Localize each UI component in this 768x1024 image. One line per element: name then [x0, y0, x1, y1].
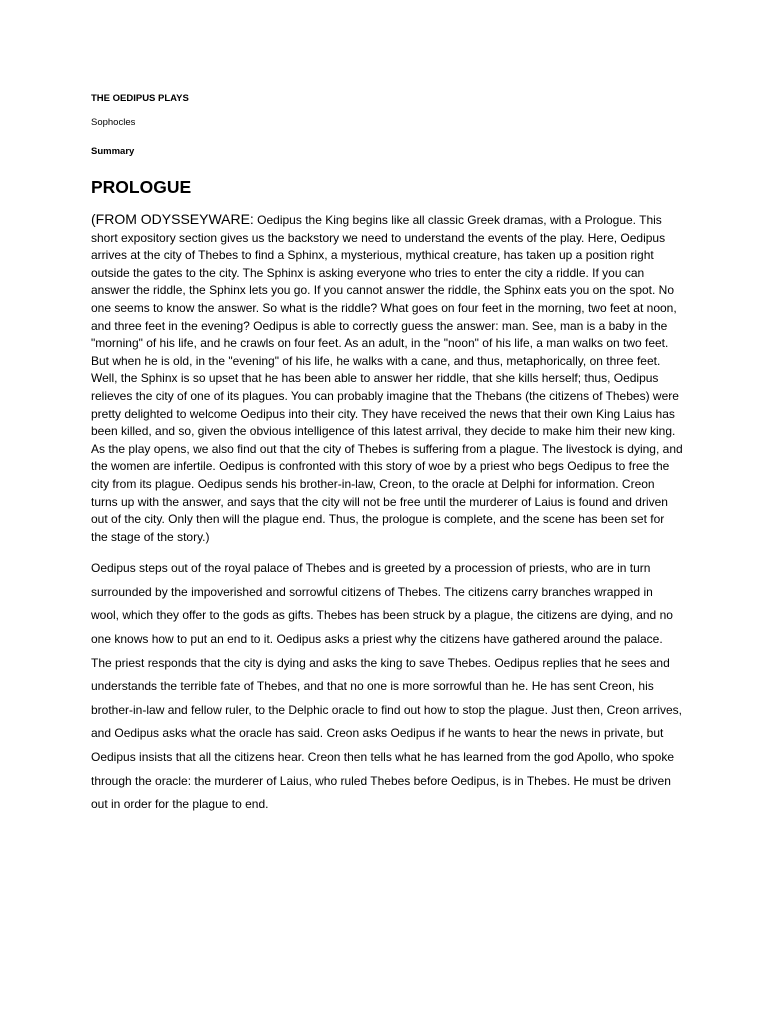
document-content [91, 93, 683, 817]
prologue-heading: PROLOGUE [91, 177, 192, 197]
prologue-paragraph-1 [91, 211, 683, 546]
prologue-paragraph-2: Oedipus steps out of the royal palace of Thebes and is greeted by a procession of priests, who are in turn surrounded by the impoverished and sorrowful citizens of Thebes. The citizens carry branches wrapped in wool, which they offer to the gods as gifts. Thebes has been struck by a plague, the citizens are dying, and no one knows how to put an end to it. Oedipus asks a priest why the citizens have gathered around the palace. The priest responds that the city is dying and asks the king to save Thebes. Oedipus replies that he sees and understands the terrible fate of Thebes, and that no one is more sorrowful than he. He has sent Creon, his brother-in-law and fellow ruler, to the Delphic oracle to find out how to stop the plague. Just then, Creon arrives, and Oedipus asks what the oracle has said. Creon asks Oedipus if he wants to hear the news in private, but Oedipus insists that all the citizens hear. Creon then tells what he has learned from the god Apollo, who spoke through the oracle: the murderer of Laius, who ruled Thebes before Oedipus, is in Thebes. He must be driven out in order for the plague to end. [91, 561, 682, 812]
paragraph-1-body: Oedipus the King begins like all classic Greek dramas, with a Prologue. This short expository section gives us the backstory we need to understand the events of the play. Here, Oedipus arrives at the city of Thebes to find a Sphinx, a mysterious, mythical creature, has taken up a position right outside the gates to the city. The Sphinx is asking everyone who tries to enter the city a riddle. If you can answer the riddle, the Sphinx lets you go. If you cannot answer the riddle, the Sphinx eats you on the spot. No one seems to know the answer. So what is the riddle? What goes on four feet in the morning, two feet at noon, and three feet in the evening? Oedipus is able to correctly guess the answer: man. See, man is a baby in the "morning" of his life, and he crawls on four feet. As an adult, in the "noon" of his life, a man walks on two feet. But when he is old, in the "evening" of his life, he walks with a cane, and thus, metaphorically, on three feet. Well, the Sphinx is so upset that he has been able to answer her riddle, that she kills herself; thus, Oedipus relieves the city of one of its plagues. You can probably imagine that the Thebans (the citizens of Thebes) were pretty delighted to welcome Oedipus into their city. They have received the news that their own King Laius has been killed, and so, given the obvious intelligence of this latest arrival, they decide to make him their new king. As the play opens, we also find out that the city of Thebes is suffering from a plague. The livestock is dying, and the women are infertile. Oedipus is confronted with this story of woe by a priest who begs Oedipus to free the city from its plague. Oedipus sends his brother-in-law, Creon, to the oracle at Delphi for information. Creon turns up with the answer, and says that the city will not be free until the murderer of Laius is found and driven out of the city. Only then will the plague end. Thus, the prologue is complete, and the scene has been set for the stage of the story.) [91, 213, 683, 544]
paragraph-1-lead: (FROM ODYSSEYWARE: [91, 211, 254, 227]
document-author: Sophocles [91, 117, 136, 128]
document-title: THE OEDIPUS PLAYS [91, 93, 189, 104]
section-label: Summary [91, 146, 135, 157]
